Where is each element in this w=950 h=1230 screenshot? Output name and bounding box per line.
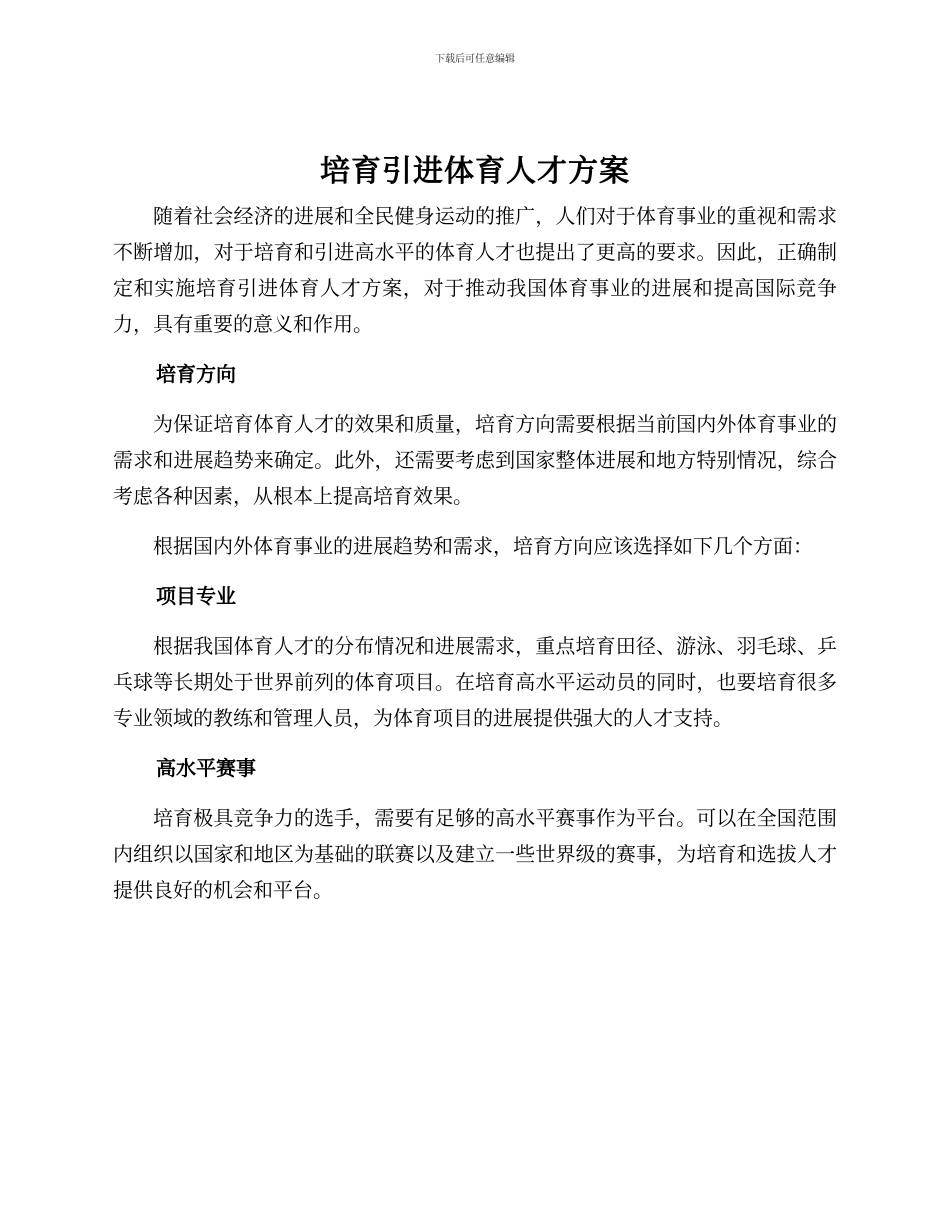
section-heading-training-direction: 培育方向 — [156, 362, 236, 386]
intro-paragraph: 随着社会经济的进展和全民健身运动的推广，人们对于体育事业的重视和需求不断增加，对于培育和引进高水平的体育人才也提出了更高的要求。因此，正确制定和实施培育引进体育人才方案，对于推动我国体育事业的进展和提高国际竞争力，具有重要的意义和作用。 — [113, 204, 837, 336]
document-content — [113, 150, 837, 922]
document-title: 培育引进体育人才方案 — [320, 154, 630, 189]
section-paragraph: 根据我国体育人才的分布情况和进展需求，重点培育田径、游泳、羽毛球、乒乓球等长期处于世界前列的体育项目。在培育高水平运动员的同时，也要培育很多专业领域的教练和管理人员，为体育项目的进展提供强大的人才支持。 — [113, 634, 837, 730]
section-paragraph: 培育极具竞争力的选手，需要有足够的高水平赛事作为平台。可以在全国范围内组织以国家和地区为基础的联赛以及建立一些世界级的赛事，为培育和选拔人才提供良好的机会和平台。 — [113, 806, 837, 902]
section-paragraph: 根据国内外体育事业的进展趋势和需求，培育方向应该选择如下几个方面： — [153, 534, 813, 558]
header-note: 下载后可任意编辑 — [435, 54, 515, 65]
section-heading-project-specialty: 项目专业 — [156, 584, 236, 608]
section-paragraph: 为保证培育体育人才的效果和质量，培育方向需要根据当前国内外体育事业的需求和进展趋势来确定。此外，还需要考虑到国家整体进展和地方特别情况，综合考虑各种因素，从根本上提高培育效果。 — [113, 412, 837, 508]
section-heading-high-level-events: 高水平赛事 — [156, 756, 256, 780]
